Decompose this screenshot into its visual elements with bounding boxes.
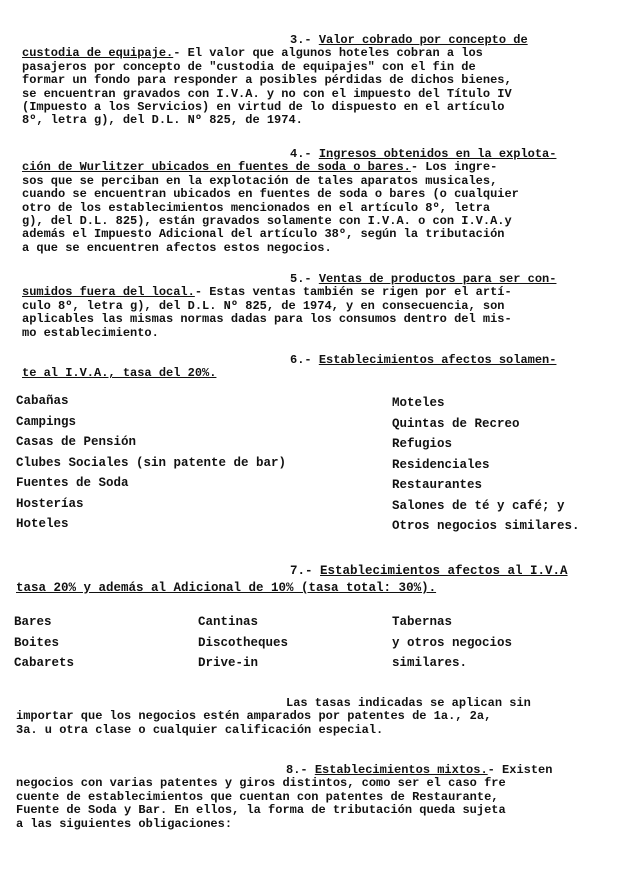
section-7-note	[16, 697, 531, 737]
section-7-number: 7.-	[290, 564, 321, 578]
list-item: Campings	[16, 414, 77, 429]
section-3-heading: Valor cobrado por concepto de	[318, 33, 528, 47]
section-4-line: cuando se encuentran ubicados en fuentes de soda o bares (o cualquier	[22, 187, 519, 202]
section-8-line: Fuente de Soda y Bar. En ellos, la forma de tributación queda sujeta	[16, 803, 506, 818]
section-6-heading: Establecimientos afectos solamen-	[318, 353, 557, 367]
section-7-list-col2	[198, 612, 288, 674]
list-item: Drive-in	[198, 656, 259, 670]
section-6-heading-block	[22, 354, 556, 381]
section-7-heading: Establecimientos afectos al I.V.A	[320, 564, 568, 578]
section-3-line: pasajeros por concepto de "custodia de equipajes" con el fin de	[22, 59, 476, 74]
list-item: Casas de Pensión	[16, 435, 137, 449]
section-6-list-left	[16, 391, 286, 535]
section-7-list-col1	[14, 612, 74, 674]
section-4-line: a que se encuentren afectos estos negocios.	[22, 240, 332, 255]
list-item: similares.	[392, 656, 468, 670]
section-8-number: 8.-	[286, 763, 315, 777]
list-item: Moteles	[392, 396, 445, 410]
section-4	[22, 148, 556, 255]
section-5-line: aplicables las mismas normas dadas para los consumos dentro del mis-	[22, 312, 512, 327]
section-4-heading: Ingresos obtenidos en la explota-	[318, 147, 557, 161]
section-4-line: otro de los establecimientos mencionados en el artículo 8º, letra	[22, 200, 491, 215]
section-5-line: culo 8º, letra g), del D.L. Nº 825, de 1974, y en consecuencia, son	[22, 298, 505, 313]
section-5-heading-cont: sumidos fuera del local.	[22, 285, 195, 300]
section-8-line: a las siguientes obligaciones:	[16, 816, 233, 831]
list-item: Clubes Sociales (sin patente de bar)	[16, 455, 287, 470]
section-4-number: 4.-	[290, 147, 319, 161]
list-item: Residenciales	[392, 457, 490, 472]
list-item: Cabañas	[16, 394, 69, 408]
section-5-number: 5.-	[290, 272, 319, 286]
section-4-line: sos que se perciban en la explotación de tales aparatos musicales,	[22, 173, 498, 188]
section-3-line: 8º, letra g), del D.L. Nº 825, de 1974.	[22, 113, 303, 128]
note-line: 3a. u otra clase o cualquier calificación especial.	[16, 722, 384, 737]
list-item: Cabarets	[14, 656, 75, 670]
section-3-line: formar un fondo para responder a posibles pérdidas de dichos bienes,	[22, 73, 512, 88]
section-5	[22, 273, 556, 340]
list-item: Discotheques	[198, 635, 289, 650]
list-item: y otros negocios	[392, 635, 513, 650]
section-8-line: cuente de establecimientos que cuentan con patentes de Restaurante,	[16, 789, 499, 804]
section-4-line: g), del D.L. 825), están gravados solamente con I.V.A. o con I.V.A.y	[22, 214, 512, 229]
list-item: Restaurantes	[392, 478, 483, 492]
section-6-list-right	[392, 393, 580, 537]
list-item: Hoteles	[16, 517, 69, 531]
section-6-heading-cont: te al I.V.A., tasa del 20%.	[22, 366, 217, 381]
list-item: Refugios	[392, 437, 453, 451]
section-6-number: 6.-	[290, 353, 319, 367]
section-4-heading-cont: ción de Wurlitzer ubicados en fuentes de soda o bares.	[22, 160, 411, 175]
list-item: Fuentes de Soda	[16, 476, 129, 490]
section-5-heading: Ventas de productos para ser con-	[318, 272, 557, 286]
section-4-line: además el Impuesto Adicional del artículo 38º, según la tributación	[22, 227, 505, 242]
section-8	[16, 764, 552, 831]
list-item: Bares	[14, 615, 52, 629]
section-7-list-col3	[392, 612, 512, 674]
list-item: Boites	[14, 635, 60, 650]
list-item: Cantinas	[198, 615, 259, 629]
section-7-heading-block	[16, 563, 568, 597]
section-3	[22, 34, 528, 128]
section-4-text-first: - Los ingre-	[410, 160, 498, 175]
section-8-line: negocios con varias patentes y giros distintos, como ser el caso fre	[16, 776, 506, 791]
section-3-line: (Impuesto a los Servicios) en virtud de lo dispuesto en el artículo	[22, 100, 505, 115]
note-line: importar que los negocios estén amparados por patentes de 1a., 2a,	[16, 709, 492, 724]
section-3-text-first: - El valor que algunos hoteles cobran a los	[173, 46, 483, 61]
note-line: Las tasas indicadas se aplican sin	[286, 696, 531, 710]
list-item: Otros negocios similares.	[392, 519, 580, 533]
section-8-heading: Establecimientos mixtos.	[314, 763, 488, 777]
list-item: Salones de té y café; y	[392, 498, 565, 513]
list-item: Hosterías	[16, 496, 84, 511]
list-item: Tabernas	[392, 615, 453, 629]
section-7-heading-cont: tasa 20% y además al Adicional de 10% (tasa total: 30%).	[16, 581, 437, 595]
list-item: Quintas de Recreo	[392, 416, 520, 431]
section-3-number: 3.-	[290, 33, 319, 47]
section-5-line: mo establecimiento.	[22, 325, 159, 340]
section-5-text-first: - Estas ventas también se rigen por el artí-	[194, 285, 512, 300]
section-8-text-first: - Existen	[487, 763, 553, 777]
section-3-line: se encuentran gravados con I.V.A. y no con el impuesto del Título IV	[22, 86, 512, 101]
section-3-heading-cont: custodia de equipaje.	[22, 46, 174, 61]
